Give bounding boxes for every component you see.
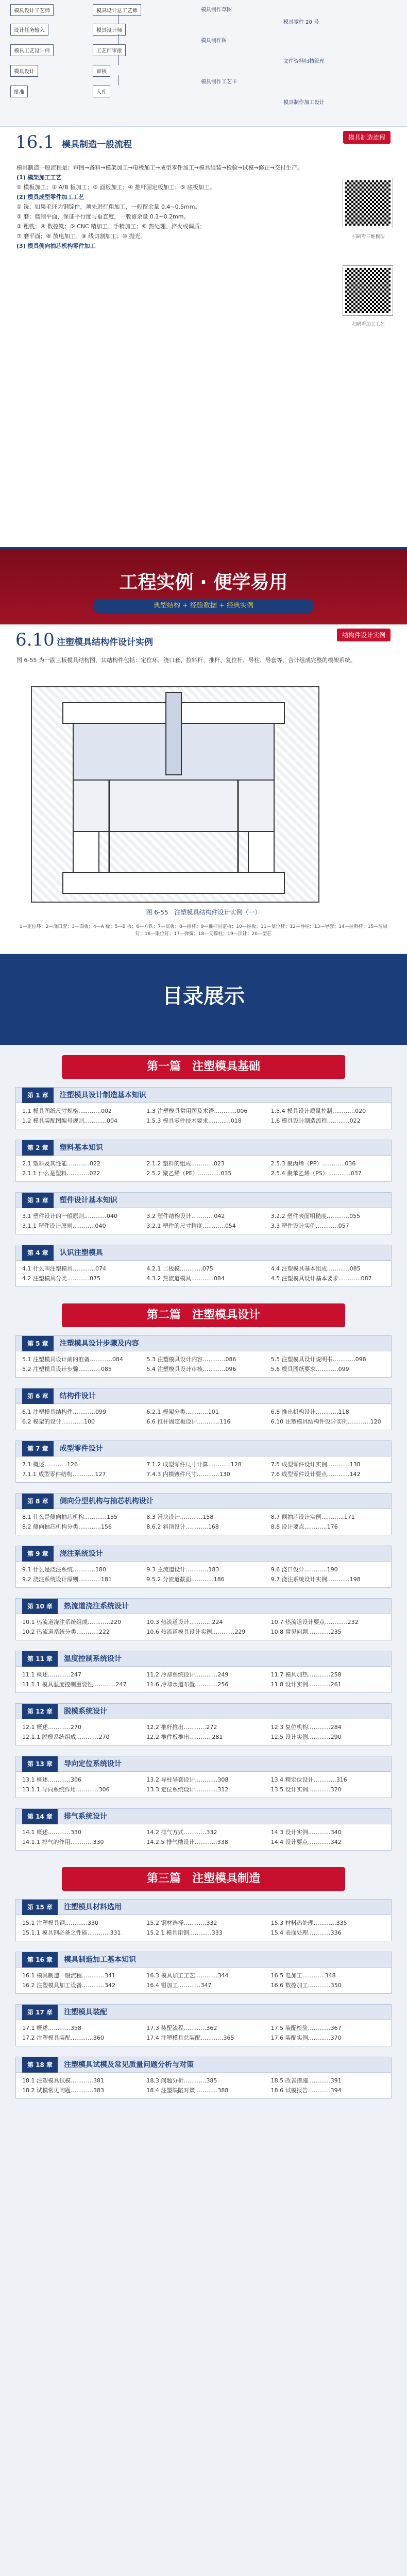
toc-entry[interactable]: 7.1.2 成型零件尺寸计算…………128 bbox=[146, 1461, 242, 1468]
flow-label: 模具零件 20 号 bbox=[283, 20, 319, 25]
chapter-card[interactable] bbox=[15, 1808, 392, 1851]
toc-entry[interactable]: 14.4 设计要点…………342 bbox=[270, 1839, 342, 1845]
toc-entry[interactable]: 10.6 热流道模具设计实例…………229 bbox=[146, 1629, 246, 1635]
para: ⑦ 磨平面；⑧ 放电加工；⑨ 线切割加工；⑩ 抛光。 bbox=[16, 233, 146, 240]
toc-entry[interactable]: 11.1.1 模具温度控制重要性…………247 bbox=[22, 1681, 127, 1688]
toc-entry[interactable]: 18.6 试模报告…………394 bbox=[270, 2087, 342, 2094]
bottom-plate bbox=[63, 873, 284, 893]
chapter-title: 塑料基本知识 bbox=[59, 1144, 103, 1152]
chapter-header bbox=[16, 1952, 391, 1968]
toc-entry[interactable]: 3.2 塑件结构设计…………042 bbox=[146, 1213, 225, 1219]
chapter-number: 第 8 章 bbox=[22, 1494, 54, 1509]
section-16-1 bbox=[0, 127, 407, 549]
chapter-entries bbox=[16, 1772, 391, 1798]
toc-entry[interactable]: 6.1 注塑模具结构件…………099 bbox=[22, 1409, 106, 1415]
chapter-card[interactable] bbox=[15, 1598, 392, 1640]
toc-entry[interactable]: 8.3 滑块设计…………158 bbox=[146, 1514, 214, 1520]
chapter-header bbox=[16, 2057, 391, 2073]
toc-entry[interactable]: 4.2.1 二板模…………075 bbox=[146, 1265, 213, 1272]
para-heading: (1) 模架加工工艺 bbox=[16, 174, 62, 181]
toc-entry[interactable]: 2.1.2 塑料的组成…………023 bbox=[146, 1160, 225, 1167]
chapter-header bbox=[16, 1651, 391, 1667]
toc-entry[interactable]: 16.2 注塑模具加工设备…………342 bbox=[22, 1982, 115, 1989]
toc-header bbox=[0, 954, 407, 1045]
toc-entry[interactable]: 15.1 注塑模具钢…………330 bbox=[22, 1920, 98, 1926]
chapter-card[interactable] bbox=[15, 1546, 392, 1588]
chapter-number: 第 6 章 bbox=[22, 1388, 54, 1404]
chapter-entries bbox=[16, 1719, 391, 1745]
mold-drawing bbox=[32, 687, 318, 902]
toc-entry[interactable]: 13.5 设计实例…………320 bbox=[270, 1786, 342, 1793]
toc-entry[interactable]: 12.1 概述…………270 bbox=[22, 1724, 81, 1731]
banner-title: 工程实例 · 便学易用 bbox=[119, 572, 288, 593]
toc-entry[interactable]: 9.7 浇注系统设计实例…………198 bbox=[270, 1576, 361, 1583]
chapter-title: 注塑模具材料选用 bbox=[64, 1903, 122, 1911]
toc-entry[interactable]: 16.3 模具加工工艺…………344 bbox=[146, 1972, 229, 1979]
toc-entry[interactable]: 11.2 冷却系统设计…………249 bbox=[146, 1671, 229, 1678]
toc-entry[interactable]: 1.3 注塑模具常用图及术语…………006 bbox=[146, 1108, 248, 1114]
chapter-number: 第 4 章 bbox=[22, 1245, 54, 1261]
chapter-header bbox=[16, 1140, 391, 1156]
toc-entry[interactable]: 17.4 注塑模具总装配…………365 bbox=[146, 2035, 234, 2041]
toc-entry[interactable]: 4.2 注塑模具分类…………075 bbox=[22, 1275, 100, 1282]
chapter-title: 注塑模具设计制造基本知识 bbox=[59, 1091, 146, 1099]
toc-entry[interactable]: 4.4 注塑模具基本组成…………085 bbox=[270, 1265, 361, 1272]
chapter-number: 第 9 章 bbox=[22, 1546, 54, 1562]
toc-entry[interactable]: 17.6 装配实例…………370 bbox=[270, 2035, 342, 2041]
sprue-bushing bbox=[166, 692, 181, 775]
para: 模具制造一般流程是：审图→备料→模架加工→电极加工→成型零件加工→模具组装→检验→试模→修正→交付生产。 bbox=[16, 164, 303, 171]
toc-entry[interactable]: 4.3.2 热流道模具…………084 bbox=[146, 1275, 225, 1282]
flow-label: 模具制作草图 bbox=[201, 7, 232, 13]
toc-entry[interactable]: 13.2 导柱导套设计…………308 bbox=[146, 1776, 229, 1783]
toc-entry[interactable]: 4.5 注塑模具设计基本要求…………087 bbox=[270, 1275, 372, 1282]
toc-entry[interactable]: 3.1.1 塑件设计原则…………040 bbox=[22, 1223, 106, 1229]
chapter-title: 模具制造加工基本知识 bbox=[64, 1956, 137, 1964]
chapter-entries bbox=[16, 1509, 391, 1535]
chapter-entries bbox=[16, 1456, 391, 1482]
flow-box: 批准 bbox=[10, 86, 28, 97]
chapter-card[interactable] bbox=[15, 1440, 392, 1483]
toc-entry[interactable]: 7.5 成型零件设计实例…………138 bbox=[270, 1461, 361, 1468]
toc-entry[interactable]: 15.1.1 模具钢必备之性能…………331 bbox=[22, 1929, 121, 1936]
toc-entry[interactable]: 5.5 注塑模具设计说明书…………098 bbox=[270, 1356, 366, 1363]
toc-entry[interactable]: 14.1 概述…………330 bbox=[22, 1829, 81, 1836]
toc-entry[interactable]: 6.2 模架的设计…………100 bbox=[22, 1418, 95, 1425]
chapter-number: 第 10 章 bbox=[22, 1599, 58, 1614]
chapter-number: 第 7 章 bbox=[22, 1441, 54, 1456]
flow-label: 文件资料归档管理 bbox=[283, 59, 325, 64]
chapter-entries bbox=[16, 1404, 391, 1430]
qr-caption: 扫码看三维模型 bbox=[352, 234, 385, 240]
toc-entry[interactable]: 1.5.3 模具零件技术要求…………018 bbox=[146, 1117, 242, 1124]
para: ③ 粗铣；④ 数控铣；⑤ CNC 精加工、手精加工；⑥ 热处理、淬火或调质； bbox=[16, 223, 206, 230]
section-number: 6.10 bbox=[15, 630, 55, 650]
part-heading: 第一篇 注塑模具基础 bbox=[62, 1055, 345, 1079]
toc-entry[interactable]: 10.7 热流道设计要点…………232 bbox=[270, 1619, 359, 1625]
toc-entry[interactable]: 18.1 注塑模具试模…………381 bbox=[22, 2077, 104, 2084]
chapter-entries bbox=[16, 1156, 391, 1181]
chapter-title: 温度控制系统设计 bbox=[64, 1655, 122, 1663]
toc-entry[interactable]: 16.1 模具制造一般流程…………341 bbox=[22, 1972, 115, 1979]
toc-entry[interactable]: 8.7 侧抽芯设计实例…………171 bbox=[270, 1514, 355, 1520]
chapter-entries bbox=[16, 1915, 391, 1941]
toc-entry[interactable]: 11.8 设计实例…………261 bbox=[270, 1681, 342, 1688]
part-heading: 第二篇 注塑模具设计 bbox=[62, 1303, 345, 1327]
chapter-header bbox=[16, 1809, 391, 1824]
toc-entry[interactable]: 10.1 热流道浇注系统组成…………220 bbox=[22, 1619, 121, 1625]
flow-label: 模具制作加工设计 bbox=[283, 100, 325, 106]
chapter-title: 脱模系统设计 bbox=[64, 1707, 108, 1716]
chapter-entries bbox=[16, 1667, 391, 1692]
chapter-number: 第 15 章 bbox=[22, 1900, 58, 1915]
toc-entry[interactable]: 18.2 试模常见问题…………383 bbox=[22, 2087, 104, 2094]
flow-box: 设计任务输入 bbox=[10, 24, 48, 36]
chapter-header bbox=[16, 1546, 391, 1562]
chapter-number: 第 3 章 bbox=[22, 1193, 54, 1208]
toc-entry[interactable]: 3.2.1 塑件的尺寸精度…………054 bbox=[146, 1223, 236, 1229]
toc-entry[interactable]: 12.3 复位机构…………284 bbox=[270, 1724, 342, 1731]
toc-entry[interactable]: 18.4 注塑缺陷对策…………388 bbox=[146, 2087, 229, 2094]
chapter-entries bbox=[16, 1968, 391, 1993]
para: ① 铣：如果毛坯为钢锭件，须先进行粗加工，一般留余量 0.4~0.5mm。 bbox=[16, 204, 201, 210]
flow-box: 模具设计总工艺师 bbox=[93, 4, 141, 16]
toc-entry[interactable]: 9.3 主流道设计…………183 bbox=[146, 1566, 219, 1573]
chapter-title: 成型零件设计 bbox=[59, 1445, 103, 1453]
chapter-number: 第 17 章 bbox=[22, 2005, 58, 2020]
chapter-header bbox=[16, 1756, 391, 1772]
table-of-contents bbox=[0, 954, 407, 2576]
toc-entry[interactable]: 15.4 表面处理…………336 bbox=[270, 1929, 342, 1936]
chapter-entries bbox=[16, 1351, 391, 1377]
flow-label: 模具制作图 bbox=[201, 38, 227, 44]
section-title: 注塑模具结构件设计实例 bbox=[57, 637, 153, 648]
toc-entry[interactable]: 3.2.2 塑件表面粗糙度…………055 bbox=[270, 1213, 361, 1219]
chapter-title: 认识注塑模具 bbox=[59, 1249, 103, 1257]
chapter-title: 塑件设计基本知识 bbox=[59, 1196, 117, 1205]
toc-entry[interactable]: 2.5.4 聚苯乙烯（PS）…………037 bbox=[270, 1170, 362, 1177]
toc-entry[interactable]: 5.6 模具图纸要求…………099 bbox=[270, 1366, 349, 1372]
chapter-card[interactable] bbox=[15, 2004, 392, 2046]
toc-entry[interactable]: 12.2 推件板推出…………281 bbox=[146, 1734, 223, 1740]
toc-entry[interactable]: 8.1 什么是侧向抽芯机构…………155 bbox=[22, 1514, 117, 1520]
toc-entry[interactable]: 1.1 模具图纸尺寸规格…………002 bbox=[22, 1108, 112, 1114]
chapter-card[interactable] bbox=[15, 1756, 392, 1798]
toc-entry[interactable]: 10.3 热流道设计…………224 bbox=[146, 1619, 223, 1625]
chapter-entries bbox=[16, 1824, 391, 1850]
spacer-block bbox=[248, 832, 274, 873]
toc-entry[interactable]: 12.1.1 脱模系统组成…………270 bbox=[22, 1734, 110, 1740]
toc-entry[interactable]: 14.2 排气方式…………332 bbox=[146, 1829, 217, 1836]
toc-entry[interactable]: 7.4.3 内模镶件尺寸…………130 bbox=[146, 1471, 230, 1478]
para-heading: (2) 模具成型零件加工工艺 bbox=[16, 194, 84, 200]
toc-entry[interactable]: 6.6 推杆固定板设计…………116 bbox=[146, 1418, 231, 1425]
chapter-header bbox=[16, 1193, 391, 1208]
toc-entry[interactable]: 5.2 注塑模具设计步骤…………085 bbox=[22, 1366, 112, 1372]
toc-entry[interactable]: 3.3 塑件设计实例…………057 bbox=[270, 1223, 349, 1229]
chapter-header bbox=[16, 1336, 391, 1351]
toc-entry[interactable]: 13.3 定位系统设计…………312 bbox=[146, 1786, 229, 1793]
chapter-header bbox=[16, 1088, 391, 1103]
toc-entry[interactable]: 6.8 推出机构设计…………118 bbox=[270, 1409, 349, 1415]
toc-entry[interactable]: 13.4 精定位设计…………316 bbox=[270, 1776, 347, 1783]
chapter-title: 排气系统设计 bbox=[64, 1812, 108, 1821]
chapter-entries bbox=[16, 1208, 391, 1234]
chapter-number: 第 2 章 bbox=[22, 1140, 54, 1156]
b-plate bbox=[73, 780, 274, 832]
toc-entry[interactable]: 16.4 钳加工…………347 bbox=[146, 1982, 212, 1989]
chapter-entries bbox=[16, 1261, 391, 1286]
banner-subtitle: 典型结构 + 经验数据 + 经典实例 bbox=[93, 599, 314, 613]
chapter-card[interactable] bbox=[15, 1952, 392, 1994]
chapter-number: 第 18 章 bbox=[22, 2057, 58, 2073]
chapter-number: 第 11 章 bbox=[22, 1651, 58, 1667]
toc-entry[interactable]: 1.6 模具设计制造流程…………022 bbox=[270, 1117, 361, 1124]
toc-entry[interactable]: 12.5 设计实例…………290 bbox=[270, 1734, 342, 1740]
chapter-number: 第 5 章 bbox=[22, 1336, 54, 1351]
toc-entry[interactable]: 9.5.2 分流道截面…………186 bbox=[146, 1576, 225, 1583]
chapter-header bbox=[16, 1441, 391, 1456]
chapter-card[interactable] bbox=[15, 1651, 392, 1693]
mold-figure bbox=[31, 686, 319, 903]
flow-box: 入库 bbox=[93, 86, 110, 97]
section-6-10 bbox=[0, 624, 407, 954]
toc-entry[interactable]: 15.3 材料热处理…………335 bbox=[270, 1920, 347, 1926]
flow-box: 模具设计 bbox=[10, 65, 38, 77]
toc-entry[interactable]: 14.2.5 排气槽设计…………338 bbox=[146, 1839, 228, 1845]
toc-entry[interactable]: 7.1 概述…………126 bbox=[22, 1461, 78, 1468]
toc-entry[interactable]: 8.8 设计要点…………176 bbox=[270, 1523, 338, 1530]
flow-box: 工艺师审批 bbox=[93, 44, 126, 56]
toc-entry[interactable]: 10.8 常见问题…………235 bbox=[270, 1629, 342, 1635]
flow-label: 模具制作工艺卡 bbox=[201, 79, 237, 85]
flow-box: 模具设计工艺师 bbox=[10, 4, 54, 16]
chapter-number: 第 14 章 bbox=[22, 1809, 58, 1824]
toc-entry[interactable]: 7.1.1 成型零件结构…………127 bbox=[22, 1471, 106, 1478]
feature-banner bbox=[0, 549, 407, 624]
part-heading: 第三篇 注塑模具制造 bbox=[62, 1867, 345, 1891]
toc-entry[interactable]: 15.2 钢材选择…………332 bbox=[146, 1920, 217, 1926]
toc-entry[interactable]: 13.1 概述…………306 bbox=[22, 1776, 81, 1783]
chapter-card[interactable] bbox=[15, 1703, 392, 1745]
toc-entry[interactable]: 17.3 装配流程…………362 bbox=[146, 2025, 217, 2031]
chapter-header bbox=[16, 1388, 391, 1404]
toc-entry[interactable]: 11.7 模具加热…………258 bbox=[270, 1671, 342, 1678]
toc-entry[interactable]: 2.5.2 聚乙烯（PE）…………035 bbox=[146, 1170, 232, 1177]
chapter-title: 注塑模具设计步骤及内容 bbox=[59, 1340, 139, 1348]
chapter-title: 热流道浇注系统设计 bbox=[64, 1602, 129, 1611]
chapter-header bbox=[16, 1704, 391, 1719]
figure-legend: 1—定位环；2—浇口套；3—面板；4—A 板；5—B 板；6—方铁；7—底板；8—推杆；9—推杆固定板；10—推板；11—复位杆；12—导柱；13—导套；14—拉料杆；15—垃圾钉；16—限位钉；17—弹簧；18—支撑柱；19—顶针；20—型芯 bbox=[19, 924, 388, 937]
flow-arrow bbox=[118, 14, 119, 24]
flow-arrow bbox=[118, 75, 119, 86]
chapter-number: 第 16 章 bbox=[22, 1952, 58, 1968]
figure-caption: 图 6-55 注塑模具结构件设计实例（一） bbox=[146, 909, 261, 916]
chapter-card[interactable] bbox=[15, 1899, 392, 1941]
spacer-block bbox=[73, 832, 99, 873]
toc-entry[interactable]: 7.6 成型零件设计要点…………142 bbox=[270, 1471, 361, 1478]
chapter-card[interactable] bbox=[15, 1245, 392, 1287]
chapter-entries bbox=[16, 2073, 391, 2098]
chapter-header bbox=[16, 1900, 391, 1915]
toc-entry[interactable]: 3.1 塑件设计的一般原则…………040 bbox=[22, 1213, 117, 1219]
chapter-title: 导向定位系统设计 bbox=[64, 1760, 122, 1768]
chapter-entries bbox=[16, 1103, 391, 1129]
toc-entry[interactable]: 15.2.1 模具用钢…………333 bbox=[146, 1929, 223, 1936]
chapter-entries bbox=[16, 1562, 391, 1587]
toc-entry[interactable]: 6.2.1 模架分类…………101 bbox=[146, 1409, 219, 1415]
toc-entry[interactable]: 14.1.1 排气的作用…………330 bbox=[22, 1839, 104, 1845]
toc-entry[interactable]: 16.5 电加工…………348 bbox=[270, 1972, 336, 1979]
toc-entry[interactable]: 14.3 设计实例…………340 bbox=[270, 1829, 342, 1836]
flow-arrow bbox=[118, 55, 119, 65]
flow-box: 模具设计师 bbox=[93, 24, 126, 36]
para: ② 磨：磨削平面，保证平行度与垂直度，一般留余量 0.1~0.2mm。 bbox=[16, 213, 190, 220]
para-heading: (3) 模具侧向抽芯机构零件加工 bbox=[16, 243, 96, 249]
chapter-header bbox=[16, 1599, 391, 1614]
chapter-title: 注塑模具试模及常见质量问题分析与对策 bbox=[64, 2061, 194, 2069]
toc-entry[interactable]: 2.1 塑料及其性能…………022 bbox=[22, 1160, 100, 1167]
chapter-number: 第 1 章 bbox=[22, 1088, 54, 1103]
toc-entry[interactable]: 5.4 注塑模具设计审核…………096 bbox=[146, 1366, 236, 1372]
qr-caption: 扫码看加工工艺 bbox=[352, 322, 385, 327]
para: ① 模板加工；② A/B 板加工；③ 面板加工；④ 推杆固定板加工；⑤ 底板加工。 bbox=[16, 184, 216, 191]
chapter-header bbox=[16, 1494, 391, 1509]
toc-entry[interactable]: 10.2 热流道系统分类…………222 bbox=[22, 1629, 110, 1635]
chapter-header bbox=[16, 1245, 391, 1261]
toc-entry[interactable]: 17.2 注塑模具装配…………360 bbox=[22, 2035, 104, 2041]
chapter-title: 浇注系统设计 bbox=[59, 1550, 103, 1558]
chapter-card[interactable] bbox=[15, 1388, 392, 1430]
chapter-number: 第 12 章 bbox=[22, 1704, 58, 1719]
chapter-header bbox=[16, 2005, 391, 2020]
chapter-entries bbox=[16, 2020, 391, 2046]
toc-entry[interactable]: 2.1.1 什么是塑料…………022 bbox=[22, 1170, 100, 1177]
qr-code-icon[interactable] bbox=[343, 178, 393, 228]
flowchart-right bbox=[180, 0, 397, 126]
toc-entry[interactable]: 2.5.3 聚丙烯（PP）…………036 bbox=[270, 1160, 356, 1167]
chapter-number: 第 13 章 bbox=[22, 1756, 58, 1772]
section-number: 16.1 bbox=[15, 132, 55, 152]
qr-code-icon[interactable] bbox=[343, 266, 393, 315]
toc-entry[interactable]: 1.5.4 模具设计质量控制…………020 bbox=[270, 1108, 366, 1114]
flowchart-left bbox=[0, 0, 170, 126]
toc-entry[interactable]: 18.3 问题分析…………385 bbox=[146, 2077, 217, 2084]
toc-entry[interactable]: 18.5 改善措施…………391 bbox=[270, 2077, 342, 2084]
chapter-card[interactable] bbox=[15, 1087, 392, 1129]
toc-entry[interactable]: 16.6 数控加工…………350 bbox=[270, 1982, 342, 1989]
toc-entry[interactable]: 1.2 模具装配图编号规则…………004 bbox=[22, 1117, 117, 1124]
chapter-title: 侧向分型机构与抽芯机构设计 bbox=[59, 1497, 154, 1505]
section-body bbox=[16, 163, 336, 251]
chapter-card[interactable] bbox=[15, 1192, 392, 1234]
toc-title: 目录展示 bbox=[162, 985, 245, 1008]
toc-entry[interactable]: 13.1.1 导向系统作用…………306 bbox=[22, 1786, 110, 1793]
toc-entry[interactable]: 11.6 冷却水道布置…………256 bbox=[146, 1681, 229, 1688]
toc-entry[interactable]: 9.2 浇注系统设计原则…………181 bbox=[22, 1576, 112, 1583]
flow-arrow bbox=[118, 34, 119, 44]
toc-entry[interactable]: 5.1 注塑模具设计前的准备…………084 bbox=[22, 1356, 123, 1363]
toc-entry[interactable]: 4.1 什么叫注塑模具…………074 bbox=[22, 1265, 106, 1272]
chapter-entries bbox=[16, 1614, 391, 1640]
chapter-title: 注塑模具装配 bbox=[64, 2008, 108, 2016]
chapter-title: 结构件设计 bbox=[59, 1392, 96, 1400]
flowchart-section bbox=[0, 0, 407, 127]
toc-entry[interactable]: 8.2 侧向抽芯机构分类…………156 bbox=[22, 1523, 112, 1530]
flow-box: 审核 bbox=[93, 65, 110, 77]
toc-entry[interactable]: 17.1 概述…………358 bbox=[22, 2025, 81, 2031]
toc-entry[interactable]: 5.3 注塑模具设计内容…………086 bbox=[146, 1356, 236, 1363]
section-body: 图 6-55 为一副三板模具结构图，其结构件包括：定位环、浇口套、拉料杆、推杆、复位杆、导柱、导套等，合计组成完整的模架系统。 bbox=[16, 657, 356, 664]
section-tag: 模具制造流程 bbox=[343, 131, 391, 144]
toc-entry[interactable]: 9.6 浇口设计…………190 bbox=[270, 1566, 338, 1573]
section-title: 模具制造一般流程 bbox=[62, 140, 132, 150]
chapter-card[interactable] bbox=[15, 1140, 392, 1182]
toc-entry[interactable]: 17.5 装配检验…………367 bbox=[270, 2025, 342, 2031]
toc-entry[interactable]: 11.1 概述…………247 bbox=[22, 1671, 81, 1678]
chapter-card[interactable] bbox=[15, 1335, 392, 1378]
chapter-card[interactable] bbox=[15, 2057, 392, 2099]
toc-entry[interactable]: 12.2 推杆推出…………272 bbox=[146, 1724, 217, 1731]
section-tag: 结构件设计实例 bbox=[337, 629, 391, 641]
toc-entry[interactable]: 6.10 注塑模具结构件设计实例…………120 bbox=[270, 1418, 381, 1425]
chapter-card[interactable] bbox=[15, 1493, 392, 1535]
toc-entry[interactable]: 9.1 什么是浇注系统…………180 bbox=[22, 1566, 106, 1573]
toc-entry[interactable]: 8.6.2 斜顶设计…………168 bbox=[146, 1523, 219, 1530]
flow-box: 模具工艺设计师 bbox=[10, 44, 54, 56]
